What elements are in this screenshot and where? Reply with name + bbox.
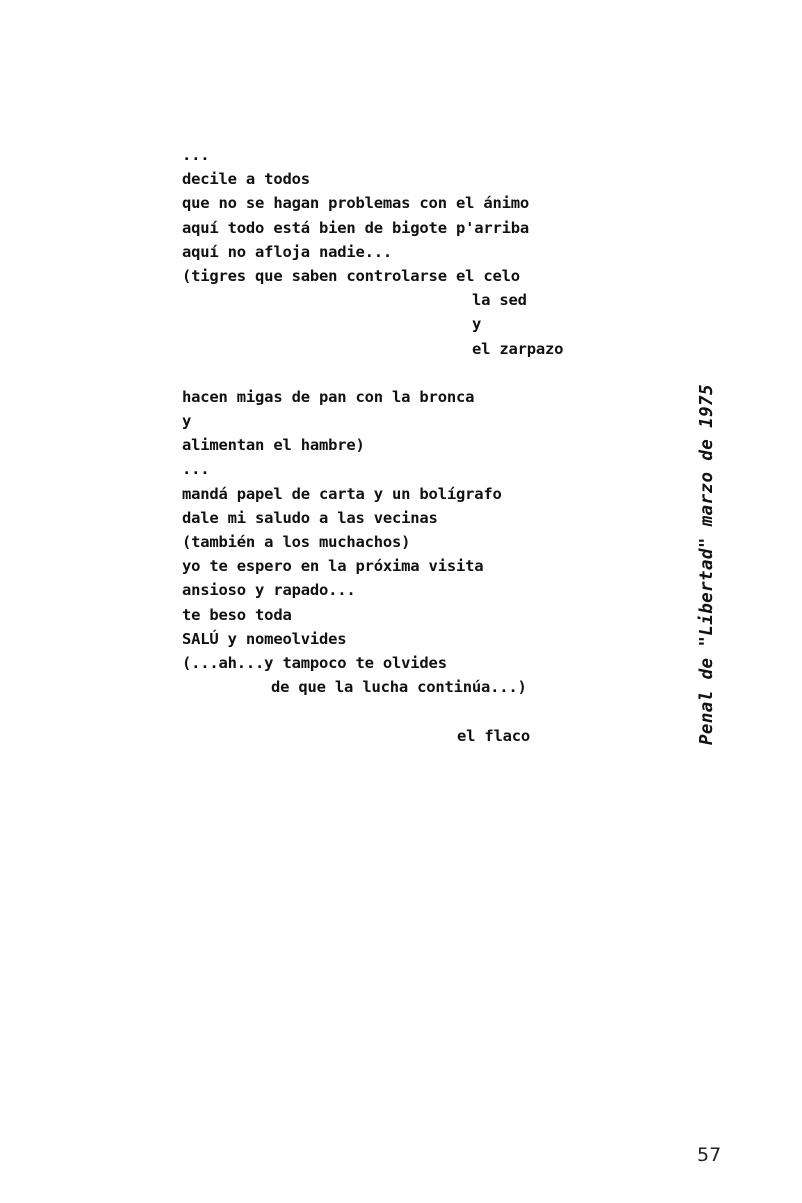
poem-line: que no se hagan problemas con el ánimo bbox=[182, 194, 530, 213]
poem-line: SALÚ y nomeolvides bbox=[182, 629, 347, 648]
poem-line: hacen migas de pan con la bronca bbox=[182, 387, 475, 406]
page-number: 57 bbox=[697, 1144, 722, 1166]
poem-line: de que la lucha continúa...) bbox=[271, 678, 527, 697]
poem-line: el zarpazo bbox=[472, 339, 564, 358]
poem-line: mandá papel de carta y un bolígrafo bbox=[182, 484, 502, 503]
poem-line: y bbox=[182, 412, 192, 431]
poem-line: dale mi saludo a las vecinas bbox=[182, 508, 438, 527]
poem-line: ansioso y rapado... bbox=[182, 581, 356, 600]
poem-line: y bbox=[472, 315, 482, 334]
poem-line: la sed bbox=[472, 291, 527, 310]
poem-line: aquí todo está bien de bigote p'arriba bbox=[182, 218, 530, 237]
poem-blank-line bbox=[182, 361, 563, 385]
poem-blank-line bbox=[182, 699, 563, 723]
poem-text bbox=[182, 143, 563, 748]
poem-line: (...ah...y tampoco te olvides bbox=[182, 653, 447, 672]
poem-line: alimentan el hambre) bbox=[182, 436, 365, 455]
side-caption: Penal de "Libertad" marzo de 1975 bbox=[697, 384, 717, 745]
poem-line: (tigres que saben controlarse el celo bbox=[182, 266, 520, 285]
poem-line: te beso toda bbox=[182, 605, 292, 624]
poem-line: ... bbox=[182, 146, 210, 164]
poem-line: decile a todos bbox=[182, 170, 310, 189]
poem-line: aquí no afloja nadie... bbox=[182, 242, 393, 261]
poem-line: (también a los muchachos) bbox=[182, 533, 411, 551]
poem-signature: el flaco bbox=[457, 726, 531, 745]
poem-line: yo te espero en la próxima visita bbox=[182, 557, 484, 576]
poem-line: ... bbox=[182, 460, 210, 479]
